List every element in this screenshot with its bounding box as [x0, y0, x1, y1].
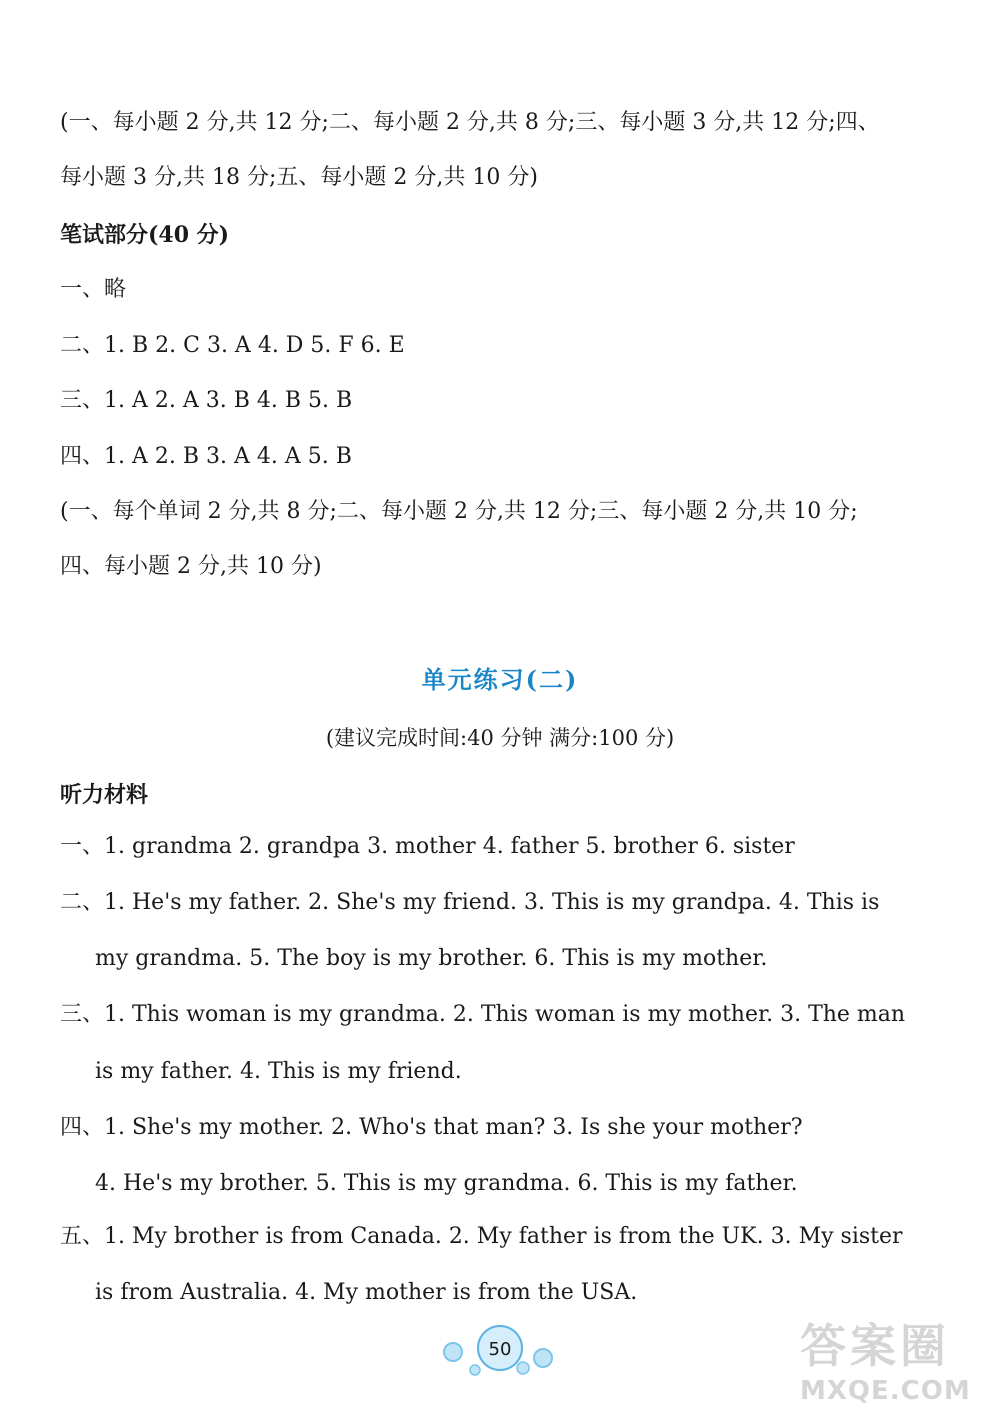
listening-line-4: 三、1. This woman is my grandma. 2. This woman is my mother. 3. The man	[60, 1002, 906, 1027]
listening-heading: 听力材料	[60, 782, 149, 808]
listening-line-6: 四、1. She's my mother. 2. Who's that man? 3. Is she your mother?	[60, 1115, 803, 1140]
page-number-badge	[435, 1322, 565, 1392]
scoring-note-line-4: 四、每小题 2 分,共 10 分)	[60, 554, 322, 579]
scoring-note-line-2: 每小题 3 分,共 18 分;五、每小题 2 分,共 10 分)	[60, 165, 538, 190]
listening-line-8: 五、1. My brother is from Canada. 2. My father is from the UK. 3. My sister	[60, 1224, 903, 1249]
answer-row-2: 二、1. B 2. C 3. A 4. D 5. F 6. E	[60, 333, 405, 358]
watermark-url: MXQE.COM	[800, 1376, 971, 1406]
written-section-heading: 笔试部分(40 分)	[60, 222, 230, 248]
listening-line-3: my grandma. 5. The boy is my brother. 6. This is my mother.	[95, 946, 768, 971]
listening-line-2: 二、1. He's my father. 2. She's my friend. 3. This is my grandpa. 4. This is	[60, 890, 880, 915]
answer-row-3: 三、1. A 2. A 3. B 4. B 5. B	[60, 388, 353, 413]
unit-subtitle: (建议完成时间:40 分钟 满分:100 分)	[325, 726, 675, 750]
listening-line-9: is from Australia. 4. My mother is from the USA.	[95, 1280, 638, 1305]
watermark-logo	[800, 1310, 1000, 1406]
scoring-note-line-3: (一、每个单词 2 分,共 8 分;二、每小题 2 分,共 12 分;三、每小题 2 分,共 10 分;	[60, 499, 858, 524]
answer-row-1: 一、略	[60, 277, 127, 302]
listening-line-5: is my father. 4. This is my friend.	[95, 1059, 462, 1084]
scoring-note-line-1: (一、每小题 2 分,共 12 分;二、每小题 2 分,共 8 分;三、每小题 3 分,共 12 分;四、	[60, 110, 880, 135]
watermark-text: 答案圈	[800, 1319, 950, 1373]
listening-line-7: 4. He's my brother. 5. This is my grandma. 6. This is my father.	[95, 1171, 798, 1196]
answer-row-4: 四、1. A 2. B 3. A 4. A 5. B	[60, 444, 352, 469]
unit-title: 单元练习(二)	[421, 665, 579, 694]
bubble-icon	[435, 1322, 565, 1392]
listening-line-1: 一、1. grandma 2. grandpa 3. mother 4. father 5. brother 6. sister	[60, 834, 795, 859]
page-number: 50	[488, 1339, 512, 1360]
